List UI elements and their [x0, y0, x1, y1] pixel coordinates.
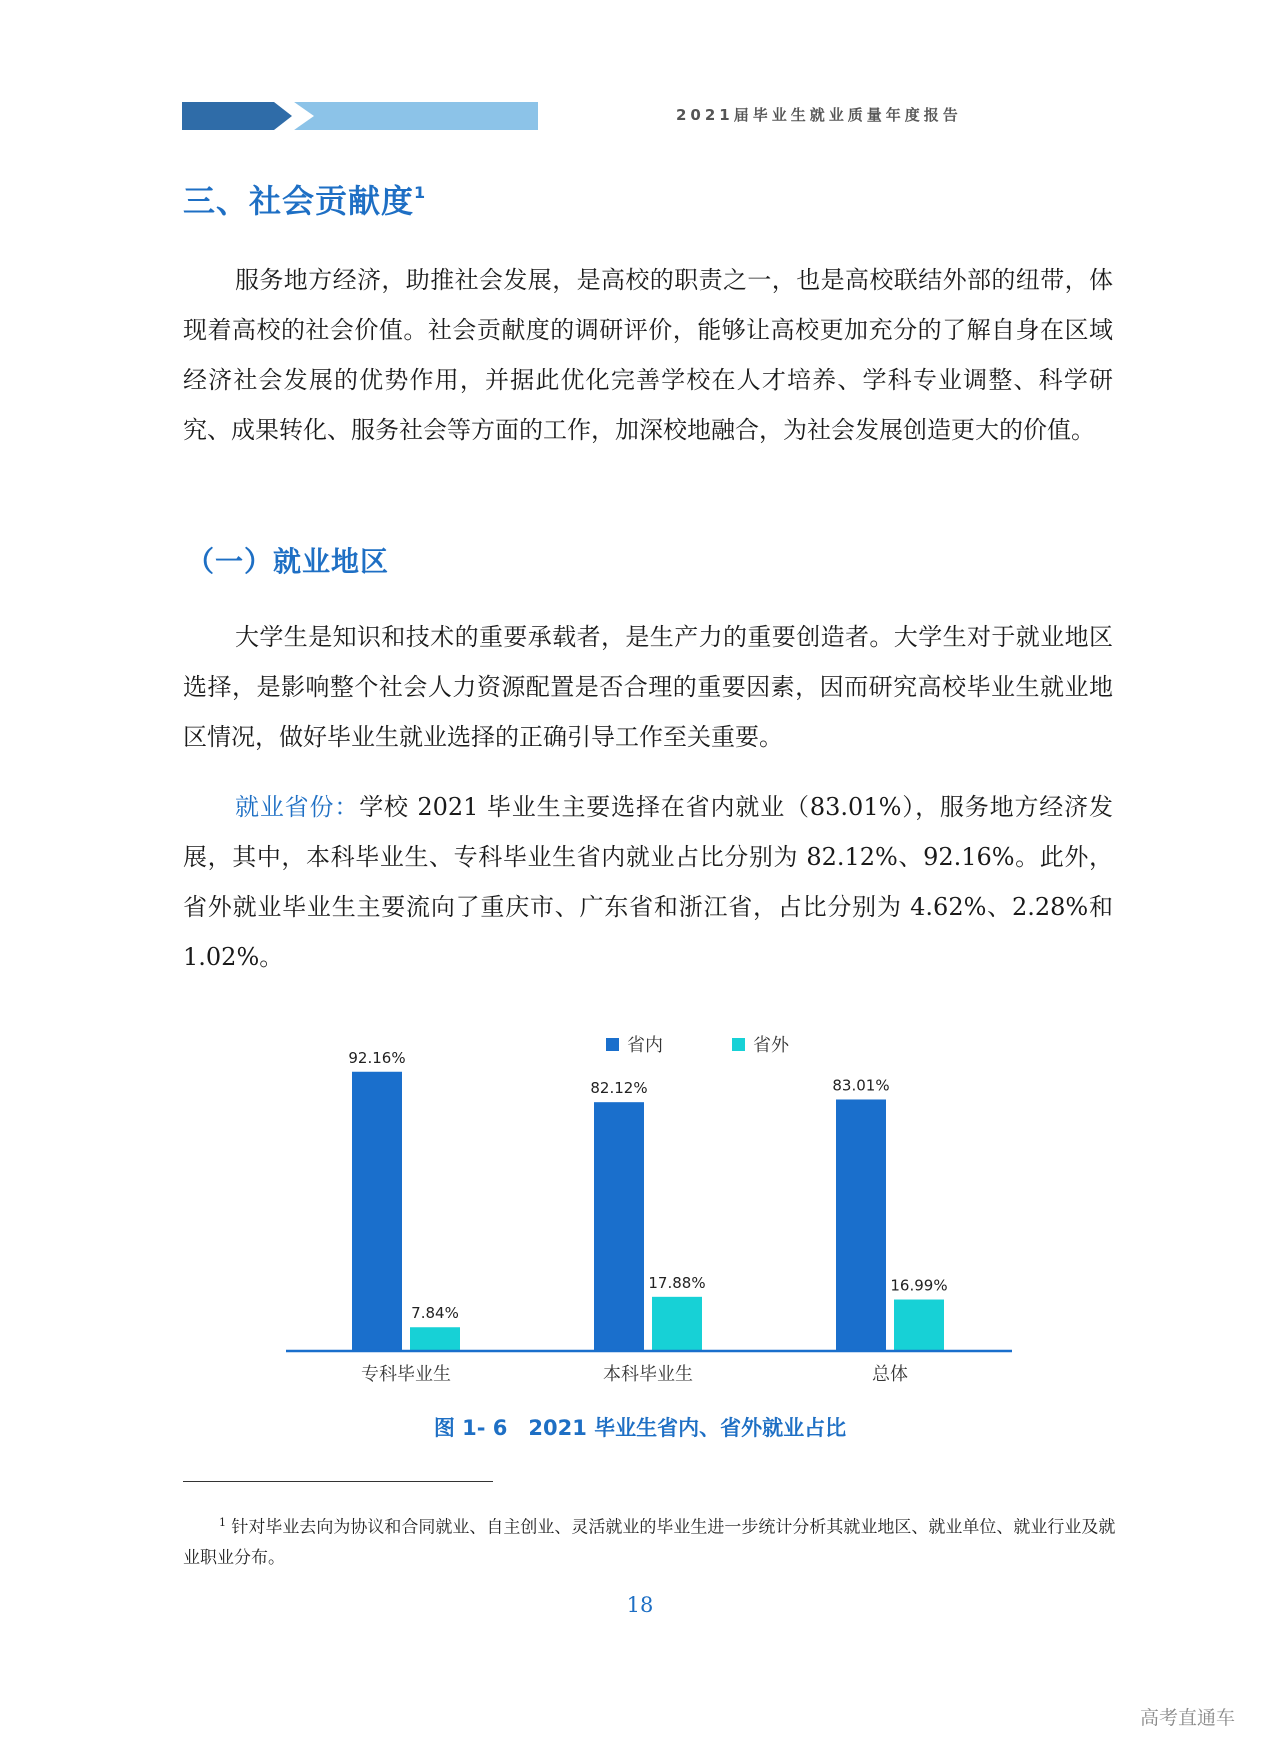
page-number: 18	[626, 1593, 654, 1617]
data-label: 7.84%	[411, 1304, 459, 1323]
header-band-light	[294, 102, 538, 130]
bar-in-province-1	[594, 1102, 644, 1351]
watermark: 高考直通车	[1140, 1707, 1236, 1729]
data-label: 83.01%	[832, 1076, 890, 1095]
category-label: 本科毕业生	[603, 1364, 693, 1385]
province-text: 学校 2021 毕业生主要选择在省内就业（83.01%），服务地方经济发展，其中，本科毕业生、专科毕业生省内就业占比分别为 82.12%、92.16%。此外，省外就业毕业生主要流向了重庆市、广东省和浙江省，占比分别为 4.62%、2.28%和 1.02%。	[183, 793, 1113, 971]
header-band	[182, 102, 538, 130]
legend-label: 省内	[627, 1035, 663, 1056]
data-label: 17.88%	[648, 1273, 706, 1292]
section-title: 三、社会贡献度	[183, 182, 415, 220]
legend-swatch	[732, 1038, 745, 1051]
bar-in-province-2	[836, 1099, 886, 1351]
legend-swatch	[606, 1038, 619, 1051]
category-label: 总体	[872, 1364, 908, 1385]
bar-out-province-0	[410, 1327, 460, 1351]
data-label: 16.99%	[890, 1276, 948, 1295]
subsection-heading: （一）就业地区	[186, 545, 390, 578]
province-paragraph	[183, 782, 1113, 982]
footnote-mark: 1	[219, 1516, 226, 1529]
report-title: 2021届毕业生就业质量年度报告	[676, 106, 962, 124]
section-heading	[183, 176, 426, 222]
intro-paragraph: 服务地方经济，助推社会发展，是高校的职责之一，也是高校联结外部的纽带，体现着高校的社会价值。社会贡献度的调研评价，能够让高校更加充分的了解自身在区域经济社会发展的优势作用，并据此优化完善学校在人才培养、学科专业调整、科学研究、成果转化、服务社会等方面的工作，加深校地融合，为社会发展创造更大的价值。	[183, 266, 1113, 444]
category-label: 专科毕业生	[361, 1364, 451, 1385]
region-paragraph: 大学生是知识和技术的重要承载者，是生产力的重要创造者。大学生对于就业地区选择，是影响整个社会人力资源配置是否合理的重要因素，因而研究高校毕业生就业地区情况，做好毕业生就业选择的正确引导工作至关重要。	[183, 623, 1113, 751]
figure-caption: 图 1- 6 2021 毕业生省内、省外就业占比	[433, 1416, 847, 1440]
bar-in-province-0	[352, 1072, 402, 1351]
footnote-ref: 1	[414, 183, 427, 202]
legend-label: 省外	[753, 1035, 789, 1056]
chart-svg	[270, 1020, 1040, 1410]
data-label: 82.12%	[590, 1079, 648, 1098]
footnote-divider	[183, 1481, 493, 1482]
data-label: 92.16%	[348, 1048, 406, 1067]
bar-out-province-2	[894, 1300, 944, 1351]
province-lead: 就业省份：	[235, 793, 360, 821]
footnote	[183, 1508, 1118, 1573]
bar-out-province-1	[652, 1297, 702, 1351]
employment-region-chart	[270, 1020, 1040, 1410]
footnote-text: 针对毕业去向为协议和合同就业、自主创业、灵活就业的毕业生进一步统计分析其就业地区、就业单位、就业行业及就业职业分布。	[183, 1517, 1116, 1568]
